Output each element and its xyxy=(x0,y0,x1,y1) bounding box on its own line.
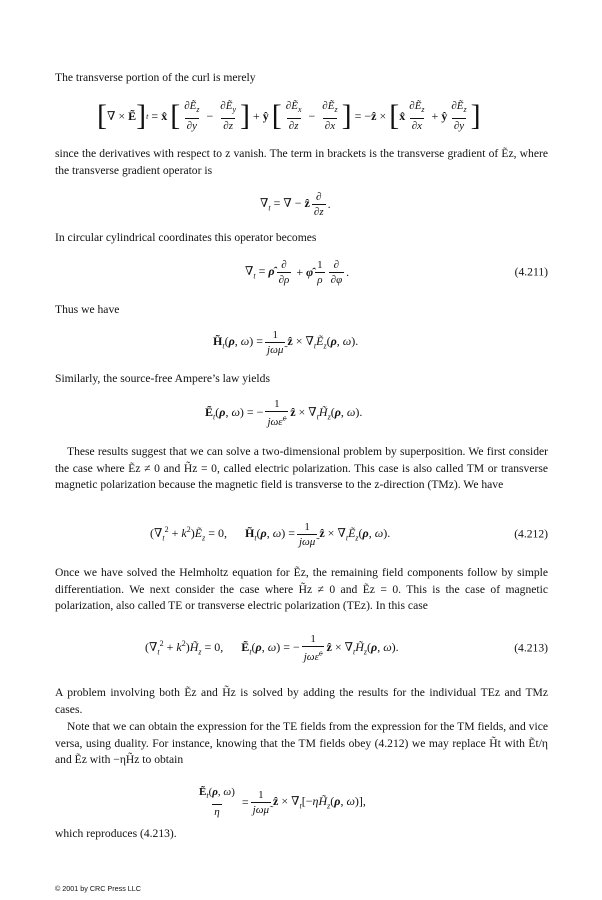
paragraph-once: Once we have solved the Helmholtz equation for Ẽz, the remaining field components follow by simple differentiation. We next consider the case where H̃z ≠ 0 and Ẽz = 0. This is the case of magnetic polarization, also called TE or transverse electric polarization (TEz). In this case xyxy=(55,566,548,613)
paragraph-reproduces: which reproduces (4.213). xyxy=(55,827,177,840)
equation-number-4-211: (4.211) xyxy=(514,265,548,279)
equation-ht: $H̃_t(\rho$, ω) = $\frac{1}{\text{jωμ̃}}$ ẑ × $\nabla_tẼ_z(\rho$, ω). xyxy=(213,328,359,356)
equation-4-211: $\nabla_t$ = ρ̂ $\frac{\partial}{\partial\rho}$ + φ̂ $\frac{1}{\rho}$ $\frac{\partial}{\partial\varphi}$ . (4.211) xyxy=(245,258,548,286)
equation-duality: $\frac{Ẽ_t(\rho, \omega)}{\eta}$ = $\frac{1}{\text{jωμ̃}}$ ẑ × $\nabla_t[-\eta H̃_z(\rho$, ω)], xyxy=(199,786,366,818)
equation-curl: [ ∇ × Ẽ ] t = x̂ [ $\frac{\partial Ẽ_z}{\partial y}$ − $\frac{\partial Ẽ_y}{\partial z}$ ] + ŷ [ $\frac{\partial Ẽ_x}{\partial z}$ − $\frac{\partial Ẽ_z}{\partial x}$ ] = −ẑ × [ x̂ $\frac{\partial Ẽ_z}{\partial x}$ + ŷ $\frac{\partial Ẽ_z}{\partial y}$ ] xyxy=(97,99,481,132)
equation-number-4-213: (4.213) xyxy=(514,641,548,655)
paragraph-note: Note that we can obtain the expression for the TE fields from the expression for the TM fields, and vice versa, using duality. For instance, knowing that the TM fields obey (4.212) we may replace H̃t with Ẽt/η and Ẽz with −ηH̃z to obtain xyxy=(55,720,548,767)
equation-number-4-212: (4.212) xyxy=(514,527,548,541)
equation-4-213: ($\nabla_t^2$ + $k^2)H̃_z = 0$, Ẽ$_t$(ρ, ω) = − $\frac{1}{j\omega\varepsiloñ^c}$ ẑ × $\nabla_tH̃_z(\rho$, ω). (4.213) xyxy=(145,632,548,664)
equation-4-212: ($\nabla_t^2$ + $k^2)Ẽ_z = 0$, $H̃_t(\rho$, ω) = $\frac{1}{\text{jωμ̃}}$ ẑ × $\nabla_tẼ_z(\rho$, ω). (4.212) xyxy=(150,520,548,548)
copyright-footer: © 2001 by CRC Press LLC xyxy=(55,884,141,893)
paragraph-intro: The transverse portion of the curl is merely xyxy=(55,71,256,84)
paragraph-problem: A problem involving both Ẽz and H̃z is solved by adding the results for the individual TEz and TMz cases. xyxy=(55,686,548,716)
paragraph-derivatives: since the derivatives with respect to z vanish. The term in brackets is the transverse gradient of Ẽz, where the transverse gradient operator is xyxy=(55,147,548,177)
paragraph-suggest: These results suggest that we can solve a two-dimensional problem by superposition. We first consider the case where Ẽz ≠ 0 and H̃z = 0, called electric polarization. This case is also called TM or transverse magnetic polarization because the magnetic field is transverse to the z-direction (TMz). We have xyxy=(55,445,548,492)
paragraph-thus: Thus we have xyxy=(55,303,120,316)
equation-gradient: $\nabla_t$ = ∇ − ẑ $\frac{\partial}{\partial z}$ . xyxy=(260,190,331,218)
paragraph-cylindrical: In circular cylindrical coordinates this operator becomes xyxy=(55,231,317,244)
paragraph-ampere: Similarly, the source-free Ampere’s law yields xyxy=(55,372,270,385)
equation-et: Ẽ$_t$(ρ, ω) = − $\frac{1}{j\omega\varepsiloñ^c}$ ẑ × $\nabla_tH̃_z(\rho$, ω). xyxy=(205,397,363,429)
